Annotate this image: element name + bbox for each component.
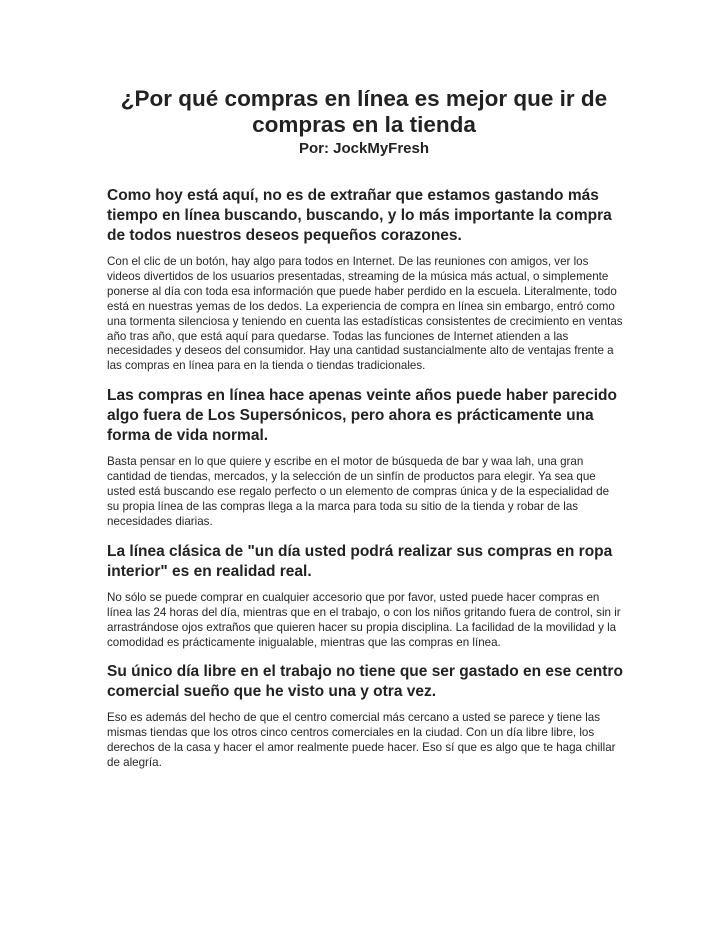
document-content xyxy=(107,186,623,783)
section-3 xyxy=(107,542,623,651)
section-paragraph: No sólo se puede comprar en cualquier accesorio que por favor, usted puede hacer compras en línea las 24 horas del día, mientras que en el trabajo, o con los niños gritando fuera de control, sin ir arrastrándose ojos extraños que quieren hacer su propia disciplina. La facilidad de la movilidad y la comodidad es prácticamente inigualable, mientras que las compras en línea. xyxy=(107,590,621,649)
section-4 xyxy=(107,662,623,771)
section-heading: Su único día libre en el trabajo no tiene que ser gastado en ese centro comercial sueño que he visto una y otra vez. xyxy=(107,663,623,701)
section-paragraph: Basta pensar en lo que quiere y escribe en el motor de búsqueda de bar y waa lah, una gran cantidad de tiendas, mercados, y la selección de un sinfín de productos para elegir. Ya sea que usted está buscando ese regalo perfecto o un elemento de compras única y de la especialidad de su propia línea de las compras llega a la marca para toda su sitio de la tienda y robar de las necesidades diarias. xyxy=(107,455,610,528)
section-heading: Las compras en línea hace apenas veinte años puede haber parecido algo fuera de Los Supersónicos, pero ahora es prácticamente una forma de vida normal. xyxy=(107,387,617,445)
document-byline: Por: JockMyFresh xyxy=(298,140,430,157)
document-title: ¿Por qué compras en línea es mejor que ir de compras en la tienda xyxy=(120,86,608,137)
section-heading: La línea clásica de "un día usted podrá realizar sus compras en ropa interior" es en realidad real. xyxy=(107,542,613,580)
section-paragraph: Eso es además del hecho de que el centro comercial más cercano a usted se parece y tiene las mismas tiendas que los otros cinco centros comerciales en la ciudad. Con un día libre libre, los derechos de la casa y hacer el amor realmente puede hacer. Eso sí que es algo que te haga chillar de alegría. xyxy=(107,711,616,770)
section-heading: Como hoy está aquí, no es de extrañar que estamos gastando más tiempo en línea buscando, buscando, y lo más importante la compra de todos nuestros deseos pequeños corazones. xyxy=(107,187,612,244)
section-2 xyxy=(107,386,623,530)
section-1 xyxy=(107,186,623,374)
section-paragraph: Con el clic de un botón, hay algo para todos en Internet. De las reuniones con amigos, ver los videos divertidos de los usuarios presentadas, streaming de la música más actual, o simplemente ponerse al día con toda esa información que puede haber perdido en la escuela. Literalmente, todo está en nuestras yemas de los dedos. La experiencia de compra en línea sin embargo, entró como una tormenta silenciosa y teniendo en cuenta las estadísticas consistentes de crecimiento en ventas año tras año, que está aquí para quedarse. Todas las funciones de Internet atienden a las necesidades y deseos del consumidor. Hay una cantidad sustancialmente alto de ventajas frente a las compras en línea para en la tienda o tiendas tradicionales. xyxy=(107,255,623,373)
